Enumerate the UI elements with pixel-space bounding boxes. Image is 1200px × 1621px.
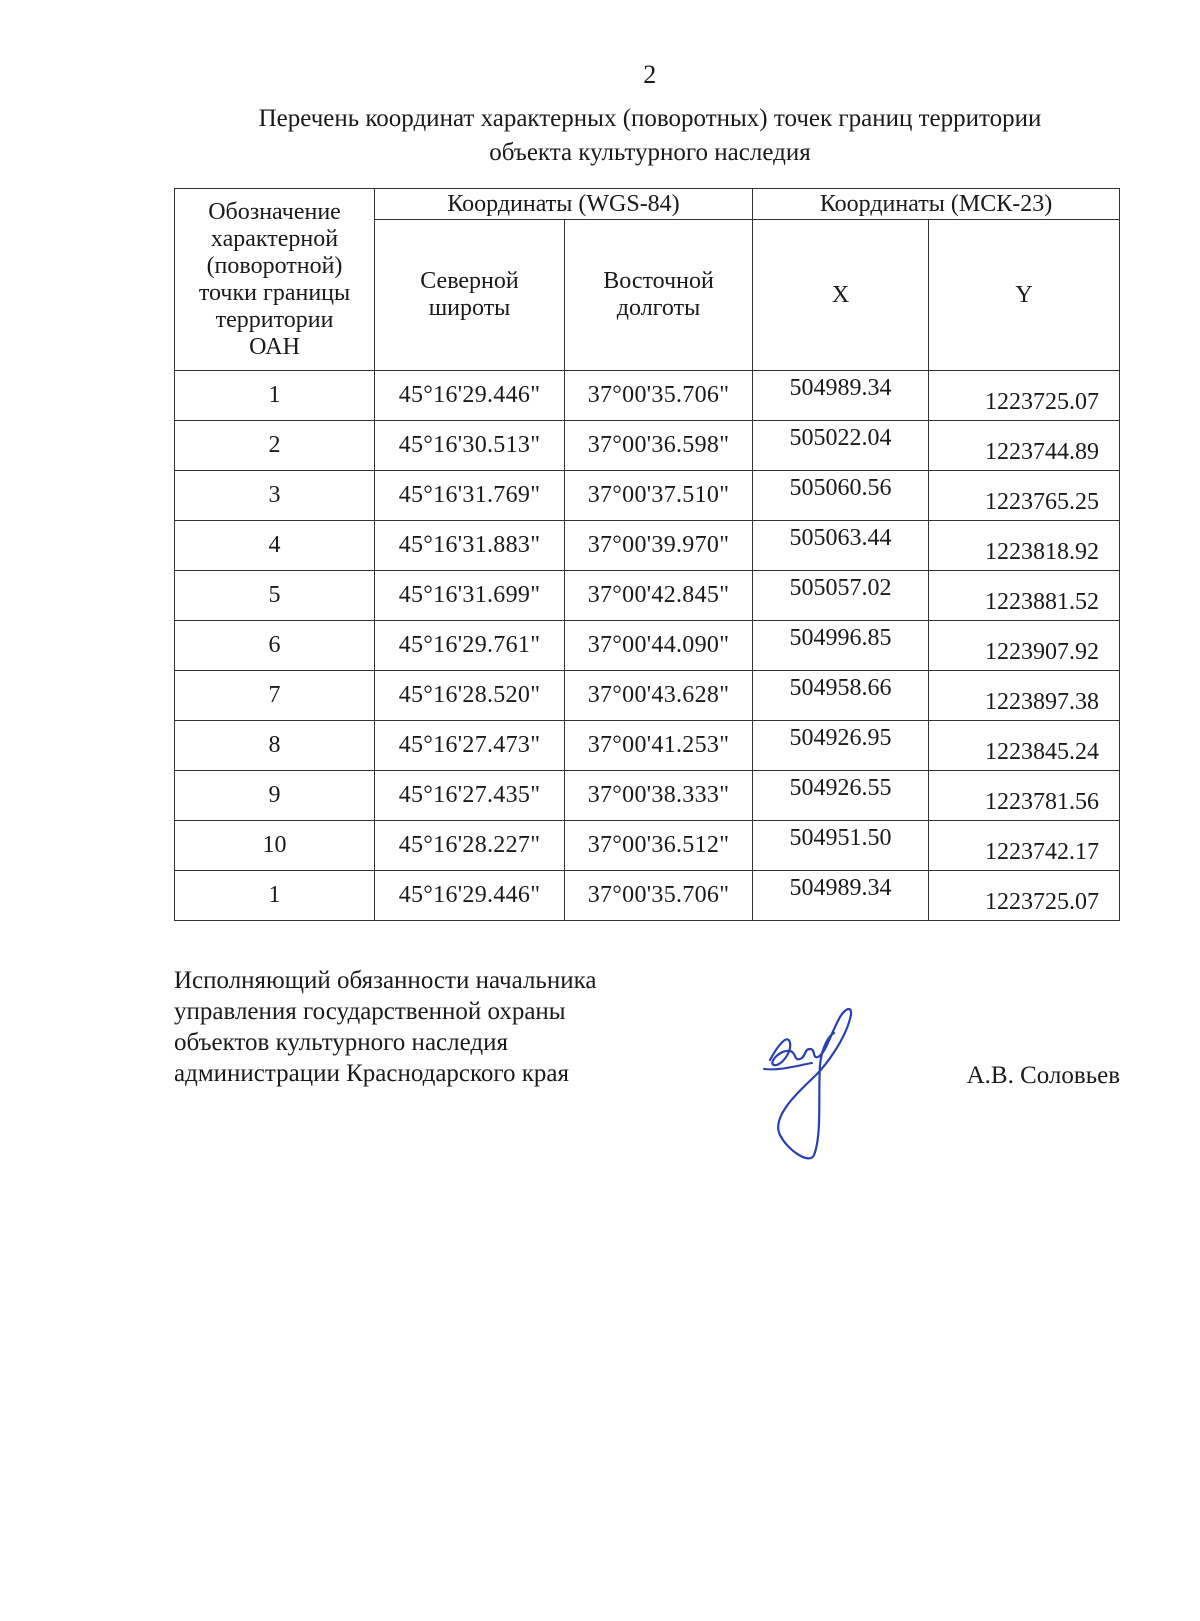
table-row: [175, 721, 1120, 771]
longitude-cell: 37°00'36.512": [565, 821, 753, 871]
header-latitude-line: широты: [428, 295, 511, 321]
longitude-cell: 37°00'39.970": [565, 521, 753, 571]
y-coordinate-cell: 1223897.38: [929, 671, 1120, 721]
header-designation-line: характерной: [210, 225, 339, 252]
y-coordinate-cell: 1223744.89: [929, 421, 1120, 471]
point-number-cell: 8: [175, 721, 375, 771]
table-row: [175, 671, 1120, 721]
signer-position-line: объектов культурного наследия: [174, 1029, 508, 1056]
point-number-cell: 10: [175, 821, 375, 871]
document-title-line-1: Перечень координат характерных (поворотных) точек границ территории: [258, 105, 1042, 132]
latitude-cell: 45°16'31.883": [375, 521, 565, 571]
header-longitude-line: Восточной: [603, 268, 714, 294]
longitude-cell: 37°00'37.510": [565, 471, 753, 521]
y-coordinate-cell: 1223881.52: [929, 571, 1120, 621]
header-latitude-line: Северной: [420, 268, 519, 294]
y-coordinate-cell: 1223742.17: [929, 821, 1120, 871]
coordinates-table-header: [175, 189, 1120, 371]
table-row: [175, 871, 1120, 921]
latitude-cell: 45°16'31.699": [375, 571, 565, 621]
signer-name: А.В. Соловьев: [966, 1062, 1120, 1089]
x-coordinate-cell: 504989.34: [753, 871, 929, 921]
table-row: [175, 621, 1120, 671]
latitude-cell: 45°16'30.513": [375, 421, 565, 471]
y-coordinate-cell: 1223907.92: [929, 621, 1120, 671]
signer-position-line: Исполняющий обязанности начальника: [174, 967, 597, 994]
x-coordinate-cell: 505060.56: [753, 471, 929, 521]
y-coordinate-cell: 1223781.56: [929, 771, 1120, 821]
point-number-cell: 9: [175, 771, 375, 821]
header-y: Y: [929, 220, 1120, 371]
y-coordinate-cell: 1223845.24: [929, 721, 1120, 771]
latitude-cell: 45°16'28.227": [375, 821, 565, 871]
header-designation-line: ОАН: [249, 333, 300, 360]
y-coordinate-cell: 1223725.07: [929, 871, 1120, 921]
point-number-cell: 3: [175, 471, 375, 521]
longitude-cell: 37°00'38.333": [565, 771, 753, 821]
table-row: [175, 521, 1120, 571]
point-number-cell: 7: [175, 671, 375, 721]
table-row: [175, 771, 1120, 821]
header-longitude-line: долготы: [616, 295, 701, 321]
coordinates-table-body: [175, 371, 1120, 921]
longitude-cell: 37°00'43.628": [565, 671, 753, 721]
x-coordinate-cell: 504996.85: [753, 621, 929, 671]
latitude-cell: 45°16'27.473": [375, 721, 565, 771]
signer-position-line: управления государственной охраны: [174, 998, 566, 1025]
point-number-cell: 6: [175, 621, 375, 671]
latitude-cell: 45°16'31.769": [375, 471, 565, 521]
longitude-cell: 37°00'44.090": [565, 621, 753, 671]
header-msk23-group: Координаты (МСК-23): [753, 189, 1120, 220]
header-designation-line: Обозначение: [208, 198, 341, 225]
x-coordinate-cell: 505022.04: [753, 421, 929, 471]
header-designation-line: (поворотной): [206, 252, 343, 279]
table-row: [175, 571, 1120, 621]
point-number-cell: 2: [175, 421, 375, 471]
longitude-cell: 37°00'41.253": [565, 721, 753, 771]
coordinates-table: [174, 188, 1120, 921]
x-coordinate-cell: 505063.44: [753, 521, 929, 571]
header-wgs84-group: Координаты (WGS-84): [375, 189, 753, 220]
header-x: X: [753, 220, 929, 371]
header-longitude: [565, 220, 753, 371]
y-coordinate-cell: 1223818.92: [929, 521, 1120, 571]
page-number: 2: [643, 60, 657, 89]
y-coordinate-cell: 1223765.25: [929, 471, 1120, 521]
document-title: [180, 102, 1120, 170]
latitude-cell: 45°16'29.761": [375, 621, 565, 671]
point-number-cell: 1: [175, 871, 375, 921]
longitude-cell: 37°00'35.706": [565, 371, 753, 421]
header-designation-line: территории: [215, 306, 334, 333]
point-number-cell: 1: [175, 371, 375, 421]
document-title-line-2: объекта культурного наследия: [489, 139, 811, 166]
x-coordinate-cell: 504958.66: [753, 671, 929, 721]
x-coordinate-cell: 505057.02: [753, 571, 929, 621]
y-coordinate-cell: 1223725.07: [929, 371, 1120, 421]
table-row: [175, 371, 1120, 421]
x-coordinate-cell: 504951.50: [753, 821, 929, 871]
x-coordinate-cell: 504926.95: [753, 721, 929, 771]
latitude-cell: 45°16'29.446": [375, 871, 565, 921]
header-point-designation: [175, 189, 375, 371]
latitude-cell: 45°16'27.435": [375, 771, 565, 821]
table-row: [175, 421, 1120, 471]
longitude-cell: 37°00'36.598": [565, 421, 753, 471]
x-coordinate-cell: 504989.34: [753, 371, 929, 421]
point-number-cell: 5: [175, 571, 375, 621]
header-designation-line: точки границы: [198, 279, 351, 306]
latitude-cell: 45°16'28.520": [375, 671, 565, 721]
x-coordinate-cell: 504926.55: [753, 771, 929, 821]
longitude-cell: 37°00'35.706": [565, 871, 753, 921]
latitude-cell: 45°16'29.446": [375, 371, 565, 421]
longitude-cell: 37°00'42.845": [565, 571, 753, 621]
point-number-cell: 4: [175, 521, 375, 571]
handwritten-signature: [760, 1005, 880, 1165]
signer-position: [174, 965, 694, 1089]
signer-position-line: администрации Краснодарского края: [174, 1060, 570, 1087]
table-row: [175, 471, 1120, 521]
header-latitude: [375, 220, 565, 371]
table-row: [175, 821, 1120, 871]
